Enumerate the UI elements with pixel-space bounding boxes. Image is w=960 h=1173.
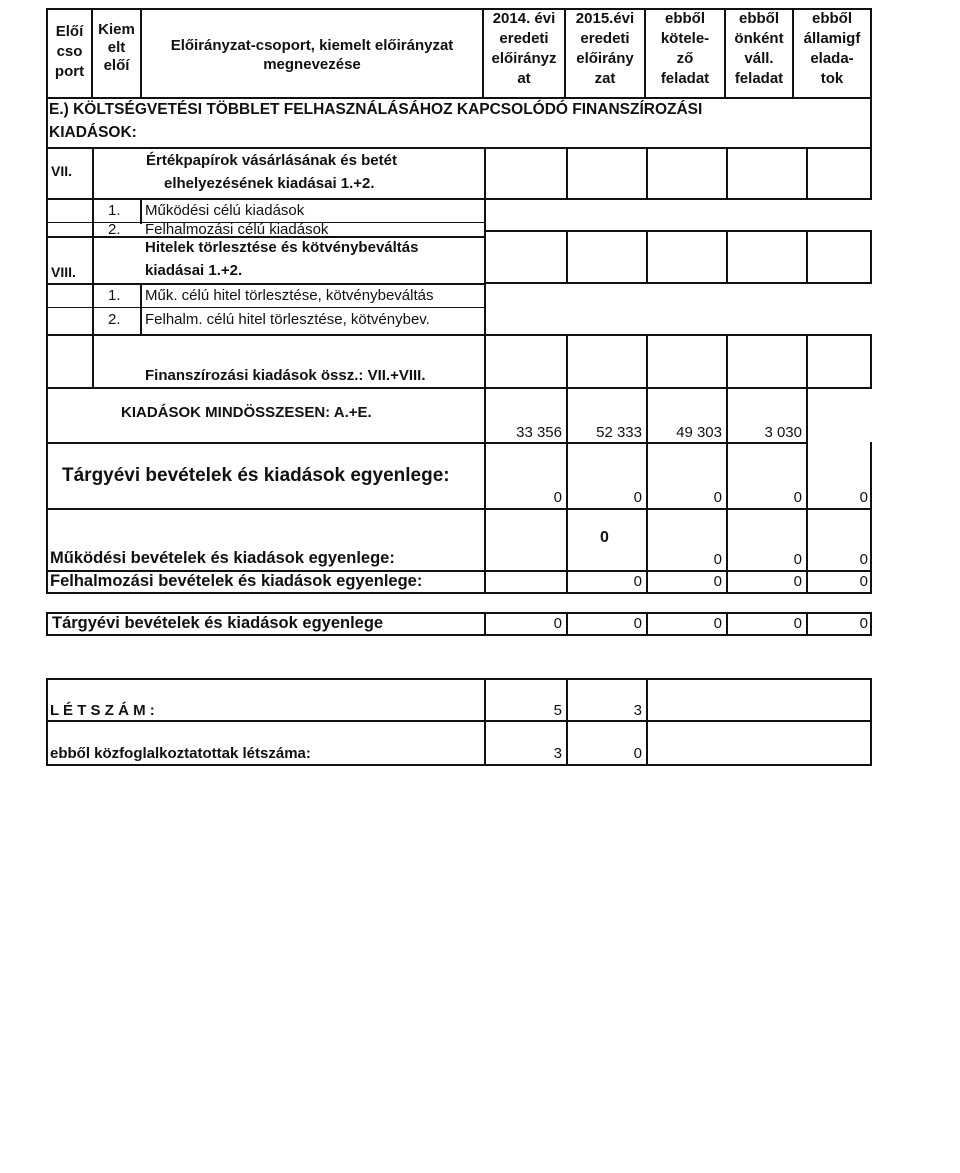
row-vii-1-num: 1.: [108, 202, 121, 219]
mukodesi-top-value: 0: [600, 529, 609, 546]
targyevi2-2014: 0: [553, 615, 562, 632]
kiadasok-onkent: 3 030: [764, 424, 802, 441]
felhalmozasi-label: Felhalmozási bevételek és kiadások egyenlege:: [50, 572, 423, 590]
letszam-2014: 5: [553, 702, 562, 719]
row-vii-title: Értékpapírok vásárlásának és betét: [146, 152, 397, 169]
header-col-kiemelt: Kiem elt előí: [98, 21, 135, 74]
targyevi2-label: Tárgyévi bevételek és kiadások egyenlege: [52, 614, 384, 632]
egyenleg-allamigf: 0: [859, 489, 868, 506]
egyenleg-2014: 0: [553, 489, 562, 506]
kozfog-2015: 0: [633, 745, 642, 762]
egyenleg-label: Tárgyévi bevételek és kiadások egyenlege:: [62, 465, 450, 486]
kozfog-label: ebből közfoglalkoztatottak létszáma:: [50, 745, 311, 762]
mukodesi-kotelezo: 0: [713, 551, 722, 568]
row-vii-1-label: Működési célú kiadások: [145, 202, 305, 219]
egyenleg-kotelezo: 0: [713, 489, 722, 506]
felhalmozasi-kotelezo: 0: [713, 573, 722, 590]
kiadasok-2014: 33 356: [516, 424, 562, 441]
targyevi2-allamigf: 0: [859, 615, 868, 632]
header-col-name: Előirányzat-csoport, kiemelt előirányzat megnevezése: [170, 37, 454, 73]
targyevi2-2015: 0: [633, 615, 642, 632]
row-viii-code: VIII.: [51, 264, 76, 280]
row-vii-2-label: Felhalmozási célú kiadások: [145, 221, 329, 238]
header-col-2015: 2015.évi eredeti előirány zat: [575, 10, 635, 87]
section-e-title-cont: KIADÁSOK:: [49, 124, 137, 141]
mukodesi-label: Működési bevételek és kiadások egyenlege:: [50, 549, 395, 567]
header-col-group: Előí cso port: [54, 23, 85, 80]
row-viii-title: Hitelek törlesztése és kötvénybeváltás: [145, 239, 419, 256]
header-col-onkent: ebből önként váll. feladat: [734, 10, 784, 87]
row-viii-2-label: Felhalm. célú hitel törlesztése, kötvénybev.: [145, 311, 430, 328]
mukodesi-allamigf: 0: [859, 551, 868, 568]
row-vii-2-num: 2.: [108, 221, 121, 238]
header-col-kotelezo: ebből kötele- ző feladat: [660, 10, 710, 87]
egyenleg-2015: 0: [633, 489, 642, 506]
row-vii-code: VII.: [51, 163, 73, 179]
header-col-allamigf: ebből államigf elada- tok: [803, 10, 861, 87]
felhalmozasi-2015: 0: [633, 573, 642, 590]
row-viii-title-cont: kiadásai 1.+2.: [145, 262, 243, 279]
kiadasok-label: KIADÁSOK MINDÖSSZESEN: A.+E.: [121, 404, 372, 421]
egyenleg-onkent: 0: [793, 489, 802, 506]
kiadasok-2015: 52 333: [596, 424, 642, 441]
header-col-2014: 2014. évi eredeti előirányz at: [491, 10, 557, 87]
row-vii-title-cont: elhelyezésének kiadásai 1.+2.: [164, 175, 375, 192]
targyevi2-kotelezo: 0: [713, 615, 722, 632]
felhalmozasi-onkent: 0: [793, 573, 802, 590]
mukodesi-onkent: 0: [793, 551, 802, 568]
felhalmozasi-allamigf: 0: [859, 573, 868, 590]
letszam-2015: 3: [633, 702, 642, 719]
kiadasok-kotelezo: 49 303: [676, 424, 722, 441]
targyevi2-onkent: 0: [793, 615, 802, 632]
row-viii-2-num: 2.: [108, 311, 121, 328]
kozfog-2014: 3: [553, 745, 562, 762]
letszam-label: L É T S Z Á M :: [50, 702, 155, 719]
row-viii-1-num: 1.: [108, 287, 121, 304]
section-e-title: E.) KÖLTSÉGVETÉSI TÖBBLET FELHASZNÁLÁSÁHOZ KAPCSOLÓDÓ FINANSZÍROZÁSI: [49, 101, 703, 118]
fin-total-label: Finanszírozási kiadások össz.: VII.+VIII.: [145, 367, 426, 384]
row-viii-1-label: Műk. célú hitel törlesztése, kötvénybeváltás: [145, 287, 434, 304]
